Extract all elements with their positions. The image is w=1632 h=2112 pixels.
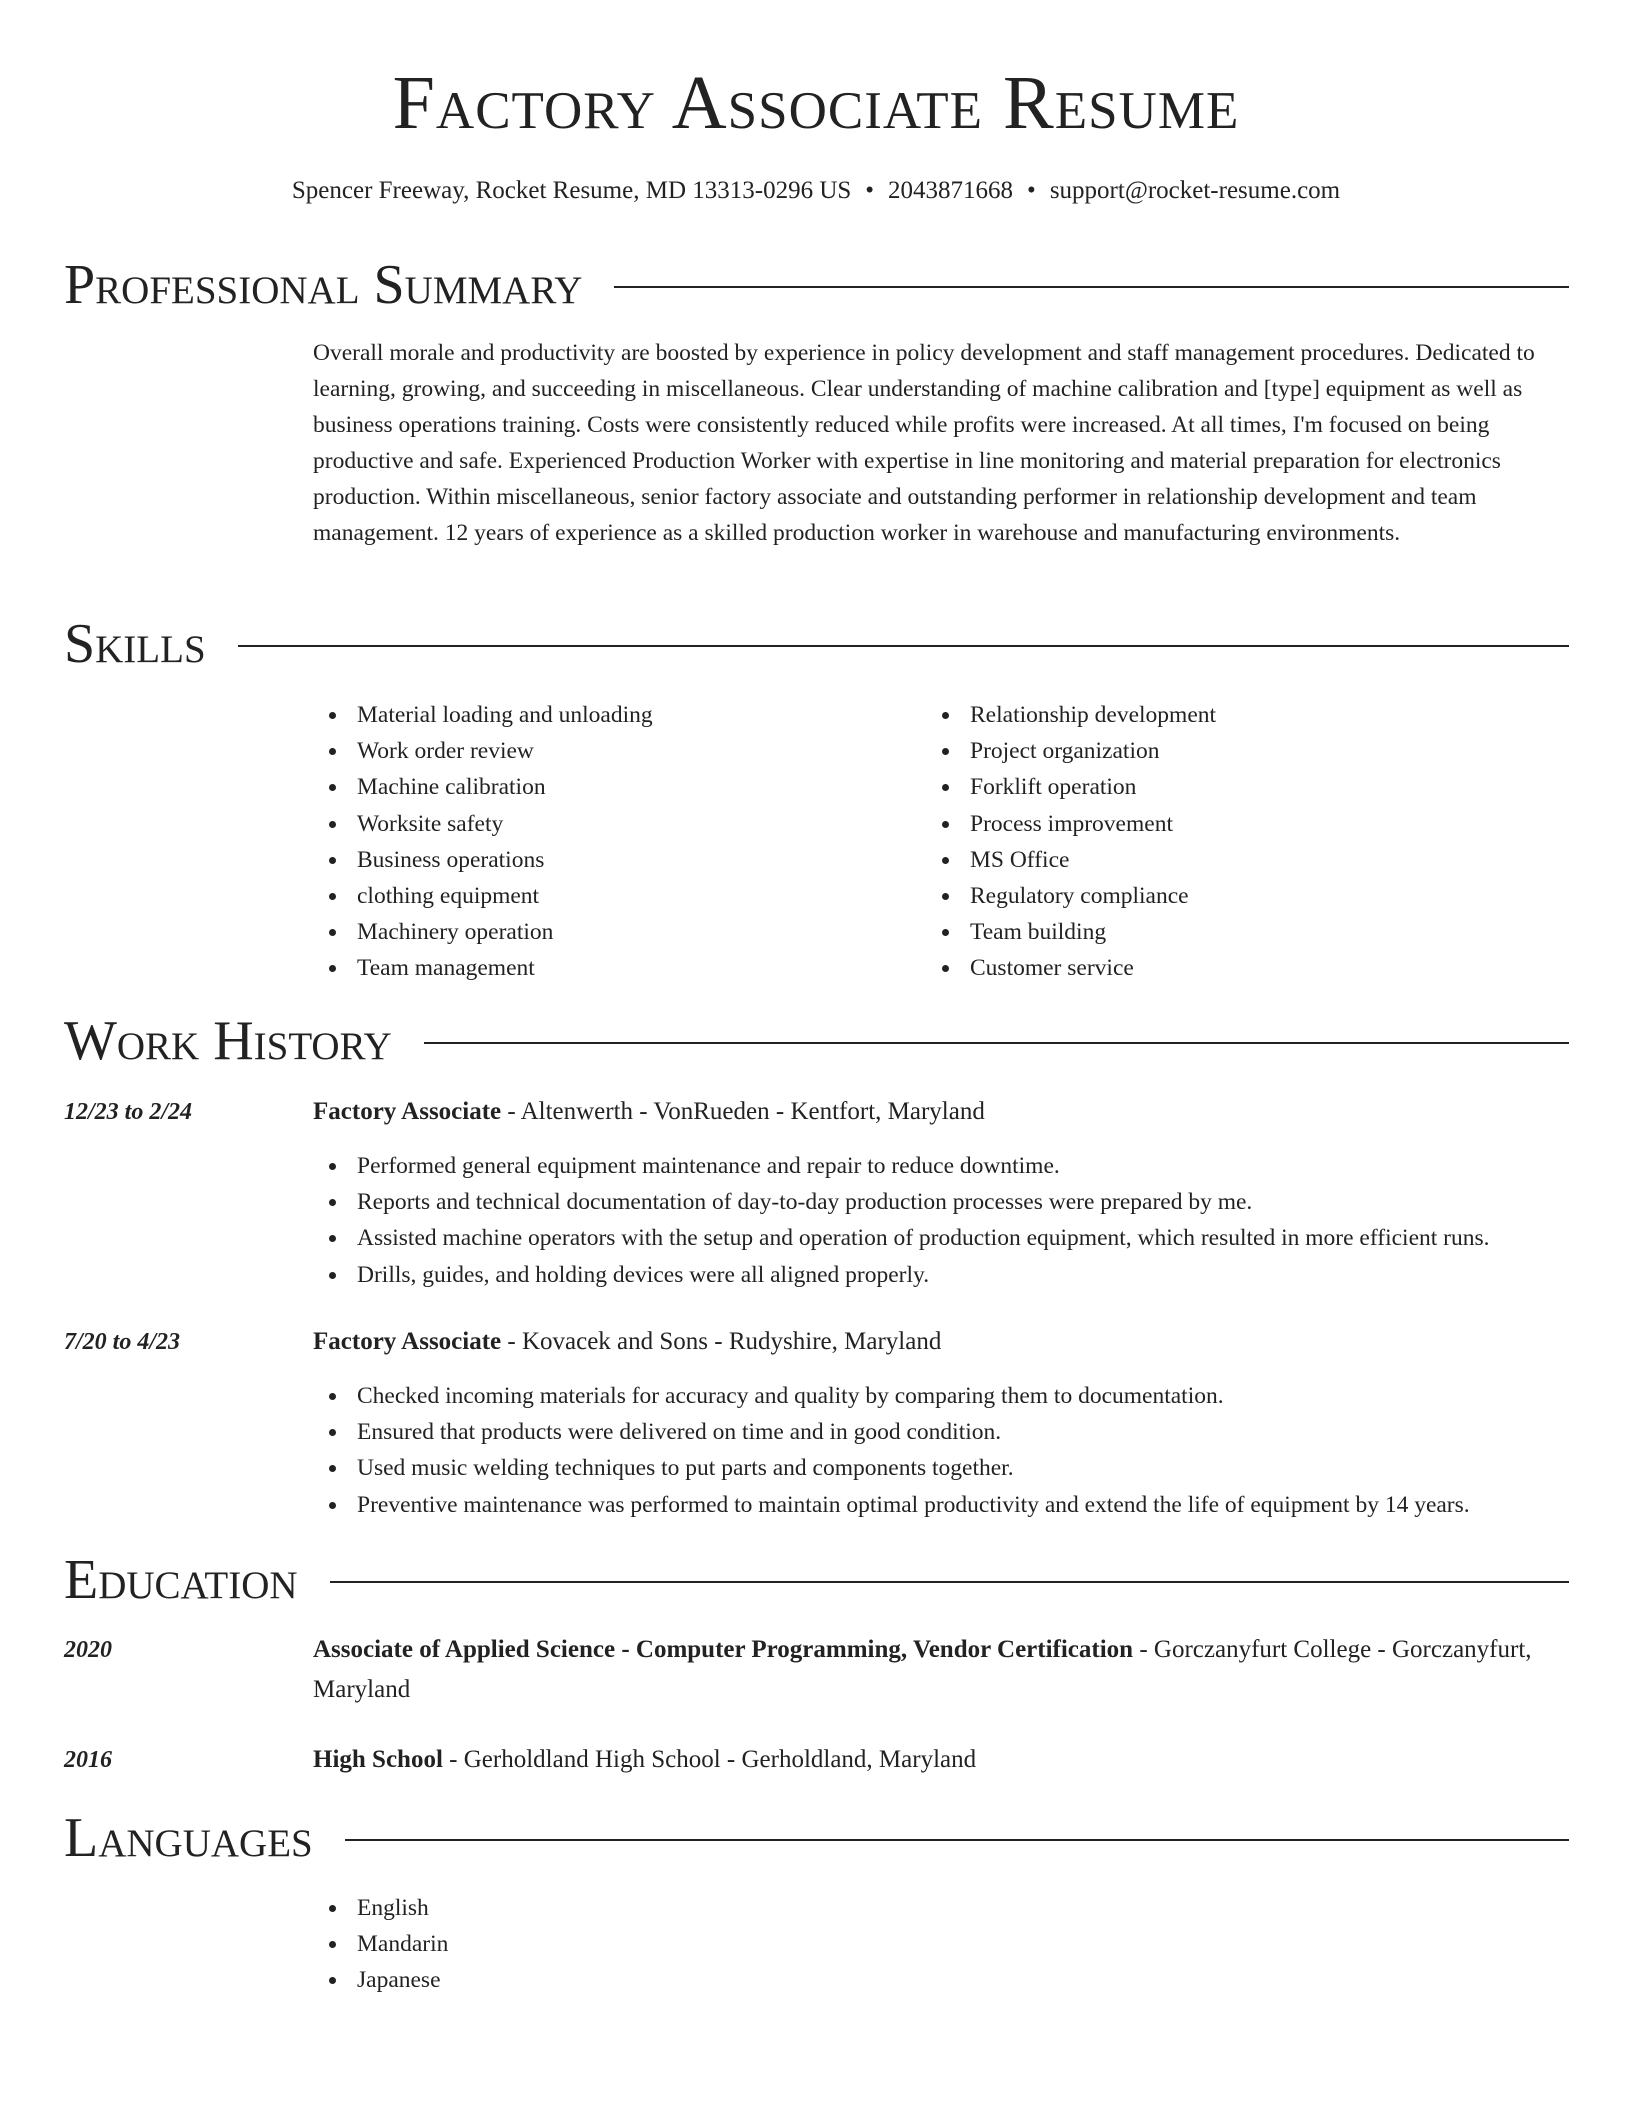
skill-item: Team building: [926, 914, 1216, 950]
skill-item: Regulatory compliance: [926, 878, 1216, 914]
skill-item: Project organization: [926, 733, 1216, 769]
education-entry: [313, 1630, 1569, 1710]
skill-item: Team management: [313, 950, 653, 986]
section-heading-work-history: [64, 1009, 1569, 1073]
skill-item: Business operations: [313, 842, 653, 878]
job-title: Factory Associate: [313, 1098, 502, 1125]
job-duties: [313, 1378, 1569, 1523]
skills-list-right: [926, 697, 1216, 987]
section-title: Skills: [64, 613, 206, 675]
skills-list-left: [313, 697, 653, 987]
languages-list: [313, 1890, 448, 1999]
duty-item: Performed general equipment maintenance and repair to reduce downtime.: [313, 1148, 1569, 1184]
duty-item: Checked incoming materials for accuracy and quality by comparing them to documentation.: [313, 1378, 1569, 1414]
education-entry: [313, 1740, 1569, 1780]
duty-item: Preventive maintenance was performed to maintain optimal productivity and extend the life of equipment by 14 years.: [313, 1487, 1569, 1523]
section-rule: [345, 1839, 1569, 1841]
separator-dot: •: [865, 177, 875, 204]
skill-item: Process improvement: [926, 806, 1216, 842]
job-dates: 7/20 to 4/23: [64, 1329, 181, 1355]
contact-line: [0, 174, 1632, 208]
phone: 2043871668: [888, 177, 1014, 204]
job-heading: [313, 1092, 1569, 1132]
education-year: 2016: [64, 1747, 112, 1773]
section-title: Education: [64, 1549, 298, 1611]
job-employer: - Altenwerth - VonRueden - Kentfort, Maryland: [501, 1098, 985, 1125]
duty-item: Drills, guides, and holding devices were all aligned properly.: [313, 1257, 1569, 1293]
skill-item: Worksite safety: [313, 806, 653, 842]
section-rule: [614, 286, 1569, 288]
job-duties: [313, 1148, 1569, 1293]
duty-item: Ensured that products were delivered on time and in good condition.: [313, 1414, 1569, 1450]
language-item: Mandarin: [313, 1926, 448, 1962]
school: - Gerholdland High School - Gerholdland, Maryland: [442, 1746, 977, 1773]
address: Spencer Freeway, Rocket Resume, MD 13313-0296 US: [291, 177, 852, 204]
summary-text: Overall morale and productivity are boosted by experience in policy development and staff management procedures. Dedicated to learning, growing, and succeeding in miscellaneous. Clear understanding of machine calibration and [type] equipment as well as business operations training. Costs were consistently reduced while profits were increased. At all times, I'm focused on being productive and safe. Experienced Production Worker with expertise in line monitoring and material preparation for electronics production. Within miscellaneous, senior factory associate and outstanding performer in relationship development and team management. 12 years of experience as a skilled production worker in warehouse and manufacturing environments.: [313, 340, 1535, 546]
skill-item: Machinery operation: [313, 914, 653, 950]
skill-item: Relationship development: [926, 697, 1216, 733]
section-heading-languages: [64, 1806, 1569, 1870]
email: support@rocket-resume.com: [1049, 177, 1341, 204]
job-dates: 12/23 to 2/24: [64, 1099, 193, 1125]
duty-item: Assisted machine operators with the setup and operation of production equipment, which resulted in more efficient runs.: [313, 1220, 1569, 1256]
language-item: Japanese: [313, 1962, 448, 1998]
resume-title: Factory Associate Resume: [392, 61, 1240, 145]
degree: High School: [313, 1746, 443, 1773]
section-heading-education: [64, 1548, 1569, 1612]
skill-item: Customer service: [926, 950, 1216, 986]
language-item: English: [313, 1890, 448, 1926]
skill-item: Work order review: [313, 733, 653, 769]
section-title: Work History: [64, 1010, 392, 1072]
skill-item: clothing equipment: [313, 878, 653, 914]
duty-item: Reports and technical documentation of day-to-day production processes were prepared by me.: [313, 1184, 1569, 1220]
school: - Gorczanyfurt College - Gorczanyfurt, Maryland: [313, 1636, 1532, 1703]
section-heading-summary: [64, 253, 1569, 317]
job-heading: [313, 1322, 1569, 1362]
degree: Associate of Applied Science - Computer Programming, Vendor Certification: [313, 1636, 1134, 1663]
duty-item: Used music welding techniques to put parts and components together.: [313, 1450, 1569, 1486]
job-title: Factory Associate: [313, 1328, 502, 1355]
section-rule: [424, 1042, 1569, 1044]
separator-dot: •: [1027, 177, 1036, 204]
section-rule: [238, 645, 1569, 647]
section-title: Professional Summary: [64, 254, 583, 316]
job-employer: - Kovacek and Sons - Rudyshire, Maryland: [501, 1328, 942, 1355]
skill-item: MS Office: [926, 842, 1216, 878]
section-heading-skills: [64, 612, 1569, 676]
skill-item: Material loading and unloading: [313, 697, 653, 733]
skill-item: Machine calibration: [313, 769, 653, 805]
skill-item: Forklift operation: [926, 769, 1216, 805]
education-year: 2020: [64, 1637, 112, 1663]
section-rule: [330, 1581, 1569, 1583]
section-title: Languages: [64, 1807, 313, 1869]
